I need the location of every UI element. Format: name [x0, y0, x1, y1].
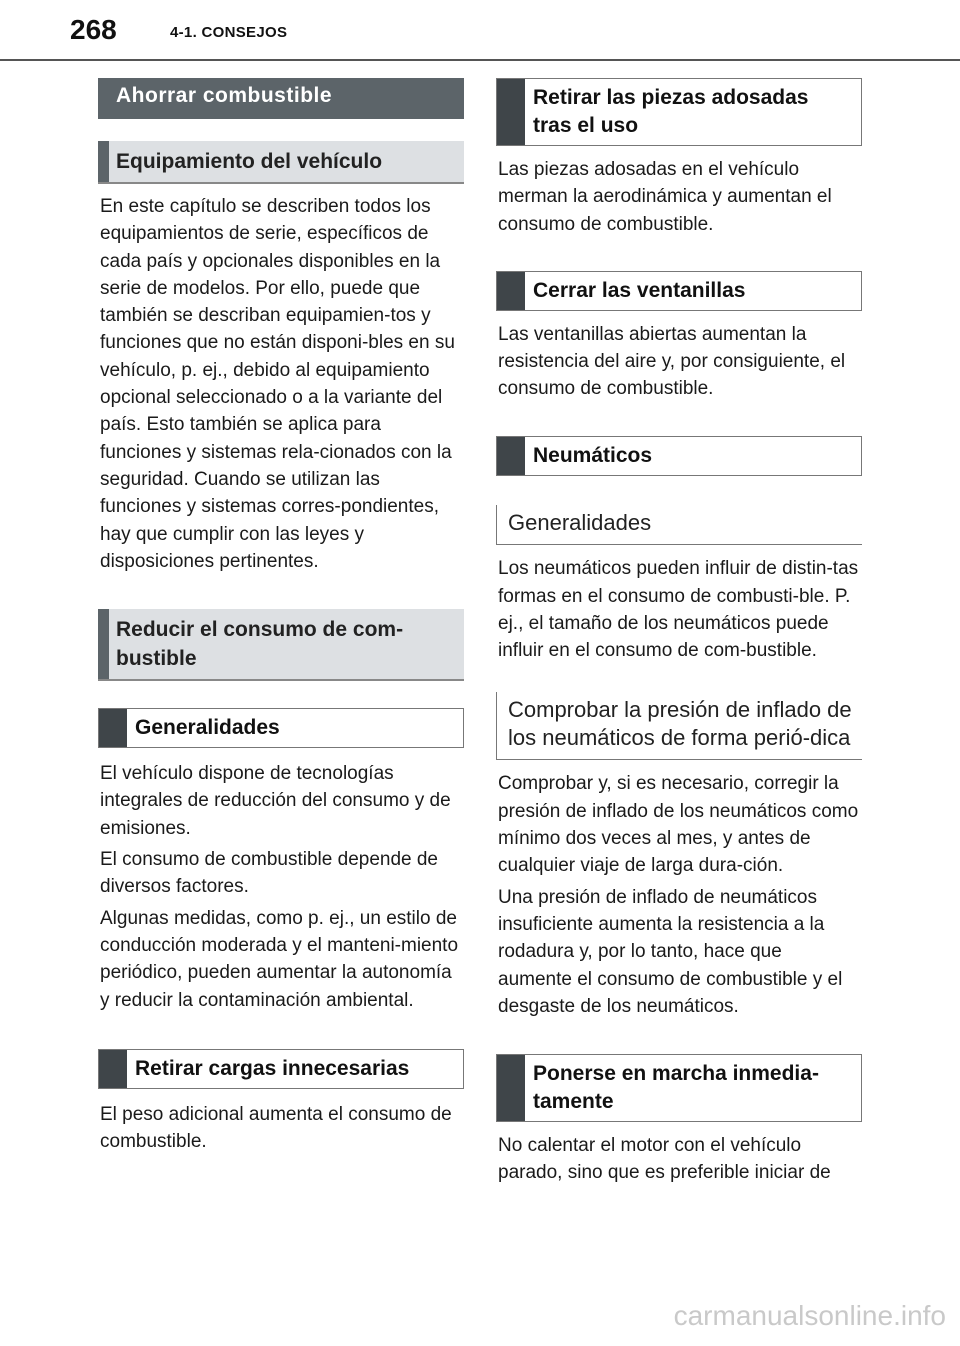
watermark: carmanualsonline.info: [673, 1300, 946, 1331]
heading-reduce-consumption: Reducir el consumo de com-bustible: [98, 609, 464, 681]
heading-tires: Neumáticos: [496, 436, 862, 476]
page-header: [0, 0, 960, 62]
heading-remove-loads: Retirar cargas innecesarias: [98, 1049, 464, 1089]
right-column: [496, 78, 862, 1187]
parts-text: Las piezas adosadas en el vehículo merman la aerodinámica y aumentan el consumo de combustible.: [498, 159, 832, 235]
subheading-check-pressure: Comprobar la presión de inflado de los neumáticos de forma perió-dica: [496, 692, 862, 760]
heading-equipment: Equipamiento del vehículo: [98, 141, 464, 184]
page-number: 268: [70, 14, 117, 45]
chapter-label: 4-1. CONSEJOS: [170, 24, 288, 41]
left-column: [98, 78, 464, 1155]
section-title: Ahorrar combustible: [98, 78, 464, 119]
windows-text: Las ventanillas abiertas aumentan la resistencia del aire y, por consiguiente, el consumo de combustible.: [498, 323, 846, 400]
start-text: No calentar el motor con el vehículo parado, sino que es preferible iniciar de: [498, 1135, 831, 1184]
heading-general: Generalidades: [98, 708, 464, 748]
general-paragraph-3: Algunas medidas, como p. ej., un estilo de conducción moderada y el manteni-miento periódico, pueden aumentar la autonomía y reducir la contaminación ambiental.: [100, 907, 459, 1011]
pressure-paragraph-2: Una presión de inflado de neumáticos insuficiente aumenta la resistencia a la rodadura y, por lo tanto, hace que aumente el consumo de combustible y el desgaste de los neumáticos.: [498, 886, 843, 1017]
subheading-tires-general: Generalidades: [496, 505, 862, 546]
pressure-paragraph-1: Comprobar y, si es necesario, corregir la presión de inflado de los neumáticos como mínimo dos veces al mes, y antes de cualquier viaje de larga dura-ción.: [498, 773, 859, 877]
loads-text: El peso adicional aumenta el consumo de combustible.: [100, 1103, 452, 1153]
general-paragraph-1: El vehículo dispone de tecnologías integrales de reducción del consumo y de emisiones.: [100, 763, 451, 839]
general-paragraph-2: El consumo de combustible depende de diversos factores.: [100, 849, 439, 898]
tires-general-text: Los neumáticos pueden influir de distin-tas formas en el consumo de combusti-ble. P. ej., el tamaño de los neumáticos puede influir en el consumo de com-bustible.: [498, 558, 859, 662]
heading-remove-parts: Retirar las piezas adosadas tras el uso: [496, 78, 862, 146]
equipment-text: En este capítulo se describen todos los equipamientos de serie, específicos de cada país y opcionales disponibles en la serie de modelos. Por ello, puede que también se describan equipamien-tos y funciones que no están disponi-bles en su vehículo, p. ej., debido al equipamiento opcional seleccionado o a la variante del país. Esto también se aplica para funciones y sistemas rela-cionados con la seguridad. Cuando se utilizan las funciones y sistemas corres-pondientes, hay que cumplir con las leyes y disposiciones pertinentes.: [100, 196, 455, 572]
heading-close-windows: Cerrar las ventanillas: [496, 271, 862, 311]
heading-start-immediately: Ponerse en marcha inmedia-tamente: [496, 1054, 862, 1122]
header-rule: [0, 59, 960, 61]
